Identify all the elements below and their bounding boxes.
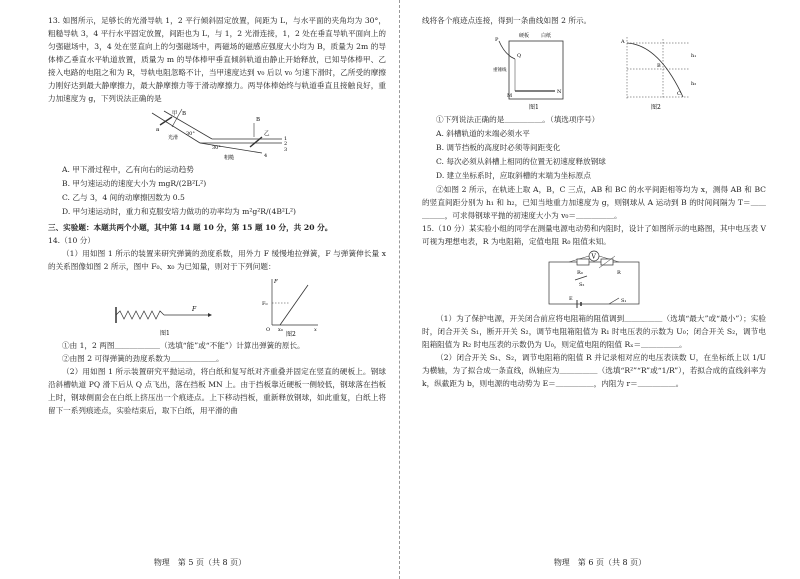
svg-text:S₁: S₁ (621, 298, 627, 304)
svg-text:F₀: F₀ (262, 301, 268, 307)
q14-2-option-a: A. 斜槽轨道的末端必须水平 (436, 129, 530, 138)
q14-2-option-d: D. 建立坐标系时，应取斜槽的末端为坐标原点 (436, 171, 591, 180)
svg-text:B: B (256, 117, 261, 123)
spring-figure (112, 293, 222, 337)
q13-option-c: C. 乙与 3，4 间的动摩擦因数为 0.5 (62, 193, 185, 202)
force-extension-graph (262, 275, 322, 337)
svg-text:P: P (495, 37, 499, 43)
q14-part1: （1）用如图 1 所示的装置来研究弹簧的劲度系数，用外力 F 缓慢地拉弹簧，F 与弹簧伸长量 x 的关系图像如图 2 所示，图中 F₀、x₀ 为已知量，则对于下列问题： (48, 249, 386, 271)
svg-text:N: N (557, 89, 562, 95)
svg-text:3: 3 (284, 147, 288, 153)
svg-text:h₂: h₂ (691, 81, 697, 87)
svg-text:C: C (677, 91, 681, 97)
q14-2-option-b: B. 调节挡板的高度时必须等间距变化 (436, 143, 561, 152)
svg-text:E: E (569, 296, 573, 302)
q14-figures (48, 275, 386, 337)
svg-text:光滑: 光滑 (168, 135, 179, 141)
proj-fig1-caption: 图1 (529, 104, 539, 111)
q15-part1: （1）为了保护电源，开关闭合前应将电阻箱的阻值调到＿＿＿＿＿（选填“最大”或“最小”）；实验时，闭合开关 S₁，断开开关 S₂，调节电阻箱阻值为 R₁ 时电压表的示数为 U₀；闭合开关 S₂，调节电阻箱阻值为 R₂ 时电压表的示数仍为 U₀，则定值电阻的阻值 Rₓ＝＿＿＿＿＿。 (422, 314, 766, 349)
svg-text:V: V (591, 253, 596, 261)
page-6 (400, 0, 800, 579)
q14-fig2-caption: 图2 (286, 331, 296, 337)
svg-text:30°: 30° (212, 145, 221, 151)
svg-text:S₂: S₂ (579, 282, 585, 288)
svg-text:1: 1 (284, 136, 288, 142)
q14-part2-continued: 线将各个痕迹点连接，得到一条曲线如图 2 所示。 (422, 16, 592, 25)
q14-2-sub2: ②如图 2 所示，在轨迹上取 A，B，C 三点，AB 和 BC 的水平间距相等均为 x，测得 AB 和 BC 的竖直间距分别为 h₁ 和 h₂，已知当地重力加速度为 g，则钢球从 A 运动到 B 的时间间隔为 T＝＿＿＿＿＿，可求得钢球平抛的初速度大小为 v₀＝＿＿＿＿＿。 (422, 185, 766, 220)
projectile-apparatus-figure (489, 29, 579, 111)
svg-text:重锤线: 重锤线 (493, 68, 507, 73)
svg-text:R₀: R₀ (577, 270, 583, 276)
svg-text:x₀: x₀ (278, 327, 283, 333)
svg-text:硬板: 硬板 (519, 33, 530, 39)
projectile-figures (422, 29, 766, 111)
svg-text:M: M (507, 93, 513, 99)
q15-part2: （2）闭合开关 S₁、S₂，调节电阻箱的阻值 R 并记录相对应的电压表读数 U，在坐标纸上以 1/U 为横轴，为了拟合成一条直线，纵轴应为＿＿＿＿＿（选填“R²”“R”或“1/R”），若拟合成的直线斜率为 k，纵截距为 b，则电源的电动势为 E＝＿＿＿＿＿，内阻为 r＝＿＿＿＿＿。 (422, 353, 766, 388)
q13-stem: 13. 如图所示，足够长的光滑导轨 1，2 平行倾斜固定放置，间距为 L，与水平面的夹角均为 30°，粗糙导轨 3，4 平行水平固定放置，间距也为 L，与 1，2 光滑连接，1，2 处在垂直导轨平面向上的匀强磁场中，3，4 处在竖直向上的匀强磁场中，两磁场的磁感应强度大小均为 B，质量为 2m 的导体棒乙垂直水平轨道放置，质量为 m 的导体棒甲垂直倾斜轨道由静止开始释放，已知导体棒甲、乙接入电路的电阻之和为 R，导轨电阻忽略不计，当甲速度达到 v₀ 后以 v₀ 匀速下滑时，乙所受的摩擦力刚好达到最大静摩擦力，最大静摩擦力等于滑动摩擦力。两导体棒始终与轨道垂直且接触良好，重力加速度为 g，下列说法正确的是 (48, 16, 386, 103)
q15-head: 15.（10 分）某实验小组的同学在测量电源电动势和内阻时，设计了如图所示的电路图，其中电压表 V 可视为理想电表，R 为电阻箱，定值电阻 R₀ 阻值未知。 (422, 224, 766, 246)
q14-sub2: ②由图 2 可得弹簧的劲度系数为＿＿＿＿＿＿。 (62, 354, 224, 363)
page-5-footer: 物理 第 5 页（共 8 页） (153, 558, 247, 567)
page-6-footer: 物理 第 6 页（共 8 页） (553, 558, 647, 567)
svg-text:a: a (156, 127, 160, 133)
q13-option-a: A. 甲下滑过程中，乙有向右的运动趋势 (62, 165, 194, 174)
svg-text:F: F (274, 279, 278, 285)
q14-2-option-c: C. 每次必须从斜槽上相同的位置无初速度释放钢球 (436, 157, 606, 166)
svg-text:白纸: 白纸 (541, 33, 552, 39)
q13-rail-figure (142, 107, 292, 161)
svg-text:B: B (657, 63, 661, 69)
svg-text:R: R (617, 270, 621, 276)
section-3-heading: 三、实验题：本题共两个小题，其中第 14 题 10 分，第 15 题 10 分，共 20 分。 (48, 223, 333, 232)
svg-text:x: x (314, 327, 317, 333)
svg-text:F: F (192, 306, 197, 313)
svg-text:30°: 30° (186, 131, 195, 137)
q14-fig1-caption: 图1 (160, 330, 170, 337)
svg-text:B: B (182, 111, 187, 117)
svg-text:Q: Q (517, 53, 522, 59)
svg-text:h₁: h₁ (691, 53, 697, 59)
svg-text:甲: 甲 (172, 111, 178, 117)
svg-text:4: 4 (264, 153, 268, 159)
svg-text:O: O (266, 327, 271, 333)
proj-fig2-caption: 图2 (651, 104, 661, 111)
q14-sub1: ①由 1，2 两图＿＿＿＿＿＿（选填“能”或“不能”）计算出弹簧的原长。 (62, 341, 305, 350)
svg-text:A: A (621, 39, 625, 45)
q14-2-sub1: ①下列说法正确的是＿＿＿＿＿。（填选项序号） (436, 115, 600, 124)
svg-text:粗糙: 粗糙 (224, 155, 235, 161)
svg-text:2: 2 (284, 141, 288, 147)
q14-head: 14.（10 分） (48, 236, 95, 245)
circuit-diagram (539, 250, 649, 310)
q14-part2: （2）用如图 1 所示装置研究平抛运动，将白纸和复写纸对齐重叠并固定在竖直的硬板上。钢球沿斜槽轨道 PQ 滑下后从 Q 点飞出，落在挡板 MN 上。由于挡板靠近硬板一侧较低，钢球落在挡板上时，钢球侧面会在白纸上挤压出一个痕迹点。上下移动挡板，重新释放钢球，如此重复，白纸上将留下一系列痕迹点，实验结束后，取下白纸，用平滑的曲 (48, 367, 386, 415)
svg-text:乙: 乙 (264, 131, 270, 137)
trajectory-graph (619, 29, 699, 111)
q13-option-b: B. 甲匀速运动的速度大小为 mgR/(2B²L²) (62, 179, 207, 188)
q13-option-d: D. 甲匀速运动时，重力和克服安培力做功的功率均为 m²g²R/(4B²L²) (62, 207, 297, 216)
